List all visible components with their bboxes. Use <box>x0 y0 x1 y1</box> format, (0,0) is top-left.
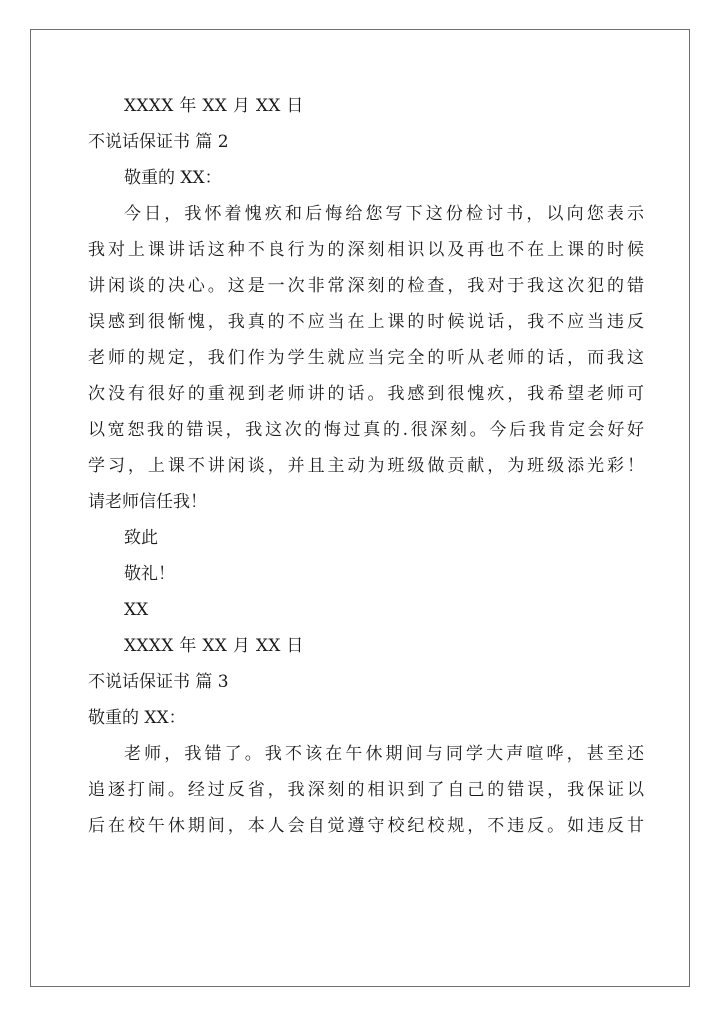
closing-jingli: 敬礼！ <box>124 564 175 584</box>
letter-body-3 <box>88 736 644 844</box>
body-line: 我对上课讲话这种不良行为的深刻相识以及再也不在上课的时候 <box>88 240 644 260</box>
section-heading-3: 不说话保证书 篇 3 <box>88 672 229 692</box>
date-line-1: XXXX 年 XX 月 XX 日 <box>124 96 304 116</box>
body-line: 老师，我错了。我不该在午休期间与同学大声喧哗，甚至还 <box>124 744 644 764</box>
closing-zhici: 致此 <box>124 528 158 548</box>
body-line: 老师的规定，我们作为学生就应当完全的听从老师的话，而我这 <box>88 348 644 368</box>
letter-body-2 <box>88 196 644 520</box>
body-line: 误感到很惭愧，我真的不应当在上课的时候说话，我不应当违反 <box>88 312 644 332</box>
body-line: 讲闲谈的决心。这是一次非常深刻的检查，我对于我这次犯的错 <box>88 276 644 296</box>
body-line: 后在校午休期间，本人会自觉遵守校纪校规，不违反。如违反甘 <box>88 816 644 836</box>
signature: XX <box>124 600 149 620</box>
body-line: 追逐打闹。经过反省，我深刻的相识到了自己的错误，我保证以 <box>88 780 644 800</box>
body-line: 今日，我怀着愧疚和后悔给您写下这份检讨书，以向您表示 <box>124 204 644 224</box>
body-line: 请老师信任我！ <box>88 492 207 512</box>
salutation-2: 敬重的 XX： <box>124 168 222 188</box>
section-heading-2: 不说话保证书 篇 2 <box>88 132 229 152</box>
date-line-2: XXXX 年 XX 月 XX 日 <box>124 636 304 656</box>
body-line: 学习，上课不讲闲谈，并且主动为班级做贡献，为班级添光彩！ <box>88 456 644 476</box>
body-line: 以宽恕我的错误，我这次的悔过真的.很深刻。今后我肯定会好好 <box>88 420 644 440</box>
salutation-3: 敬重的 XX： <box>88 708 186 728</box>
body-line: 次没有很好的重视到老师讲的话。我感到很愧疚，我希望老师可 <box>88 384 644 404</box>
document-body <box>88 88 644 844</box>
